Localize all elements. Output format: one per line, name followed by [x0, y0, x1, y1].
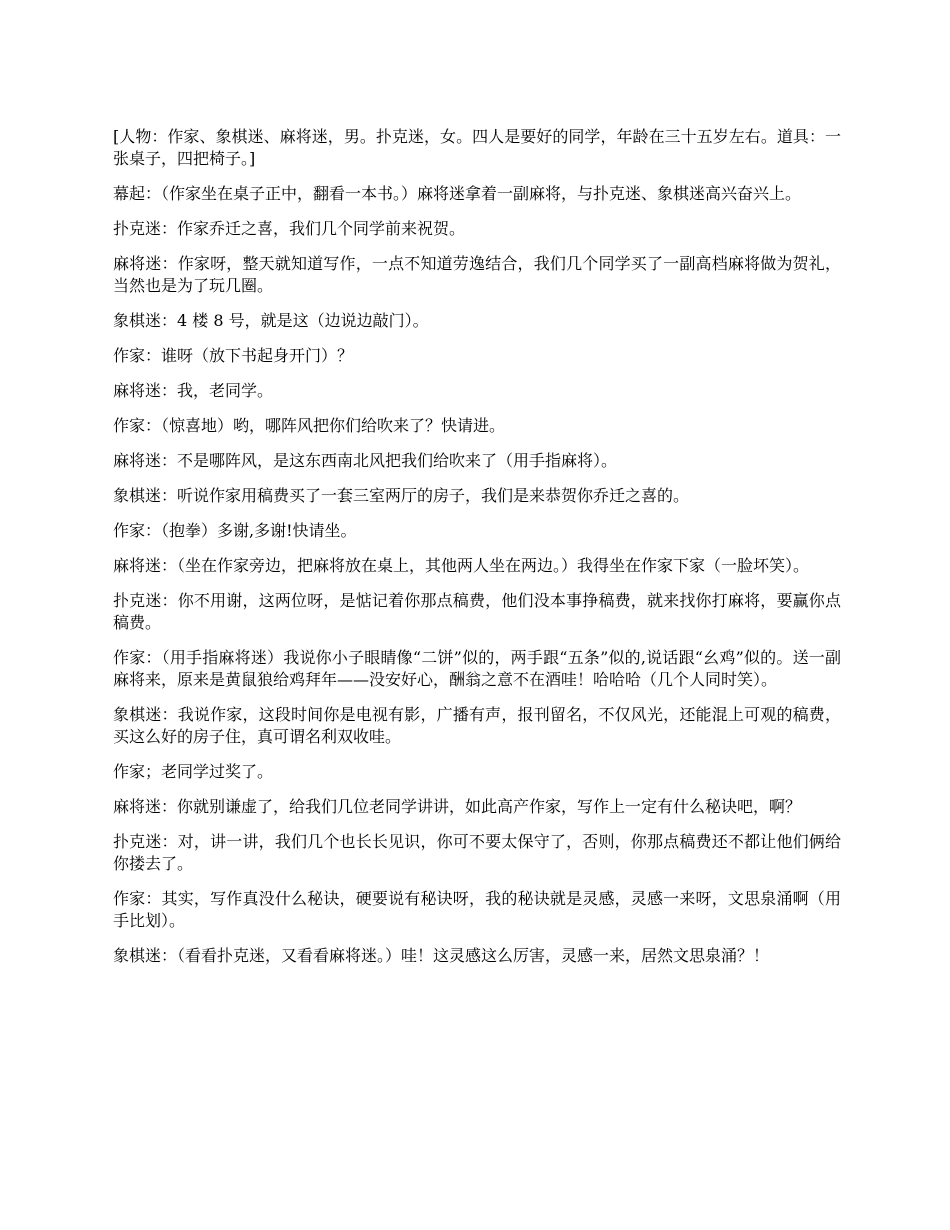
- dialogue-line: 象棋迷：4 楼 8 号，就是这（边说边敲门）。: [113, 311, 429, 330]
- dialogue-line: 作家：（惊喜地）哟，哪阵风把你们给吹来了？快请进。: [113, 416, 506, 435]
- stage-direction-curtain: 幕起：（作家坐在桌子正中，翻看一本书。）麻将迷拿着一副麻将，与扑克迷、象棋迷高兴奋兴上。: [113, 184, 802, 203]
- dialogue-line: 麻将迷：我，老同学。: [113, 381, 274, 400]
- dialogue-line: 作家；老同学过奖了。: [113, 762, 274, 781]
- dialogue-line: 作家：其实，写作真没什么秘诀，硬要说有秘诀呀，我的秘诀就是灵感，灵感一来呀，文思泉涌啊（用手比划）。: [113, 889, 841, 930]
- dialogue-line: 麻将迷：作家呀，整天就知道写作，一点不知道劳逸结合，我们几个同学买了一副高档麻将做为贺礼，当然也是为了玩几圈。: [113, 254, 841, 295]
- dialogue-line: 麻将迷：不是哪阵风，是这东西南北风把我们给吹来了（用手指麻将）。: [113, 451, 618, 470]
- dialogue-line: 象棋迷：我说作家，这段时间你是电视有影，广播有声，报刊留名，不仅风光，还能混上可观的稿费，买这么好的房子住，真可谓名利双收哇。: [113, 705, 841, 746]
- dialogue-line: 扑克迷：你不用谢，这两位呀，是惦记着你那点稿费，他们没本事挣稿费，就来找你打麻将，要赢你点稿费。: [113, 591, 841, 632]
- dialogue-line: 作家：（抱拳）多谢,多谢!快请坐。: [113, 521, 357, 540]
- stage-direction-cast: [人物：作家、象棋迷、麻将迷，男。扑克迷，女。四人是要好的同学，年龄在三十五岁左右。道具：一张桌子，四把椅子。]: [113, 127, 841, 168]
- dialogue-line: 作家：（用手指麻将迷）我说你小子眼睛像“二饼”似的，两手跟“五条”似的,说话跟“幺鸡”似的。送一副麻将来，原来是黄鼠狼给鸡拜年——没安好心，酬翁之意不在酒哇！哈哈哈（几个人同时笑）。: [113, 648, 841, 689]
- dialogue-line: 象棋迷：听说作家用稿费买了一套三室两厅的房子，我们是来恭贺你乔迁之喜的。: [113, 486, 690, 505]
- document-page: [113, 126, 841, 980]
- dialogue-line: 麻将迷：你就别谦虚了，给我们几位老同学讲讲，如此高产作家，写作上一定有什么秘诀吧，啊？: [113, 797, 802, 816]
- dialogue-line: 扑克迷：作家乔迁之喜，我们几个同学前来祝贺。: [113, 219, 466, 238]
- dialogue-line: 扑克迷：对，讲一讲，我们几个也长长见识，你可不要太保守了，否则，你那点稿费还不都让他们俩给你搂去了。: [113, 832, 841, 873]
- dialogue-line: 作家：谁呀（放下书起身开门）？: [113, 346, 354, 365]
- dialogue-line: 麻将迷：（坐在作家旁边，把麻将放在桌上，其他两人坐在两边。）我得坐在作家下家（一脸坏笑）。: [113, 556, 810, 575]
- dialogue-line: 象棋迷：（看看扑克迷，又看看麻将迷。）哇！这灵感这么厉害，灵感一来，居然文思泉涌？！: [113, 946, 770, 965]
